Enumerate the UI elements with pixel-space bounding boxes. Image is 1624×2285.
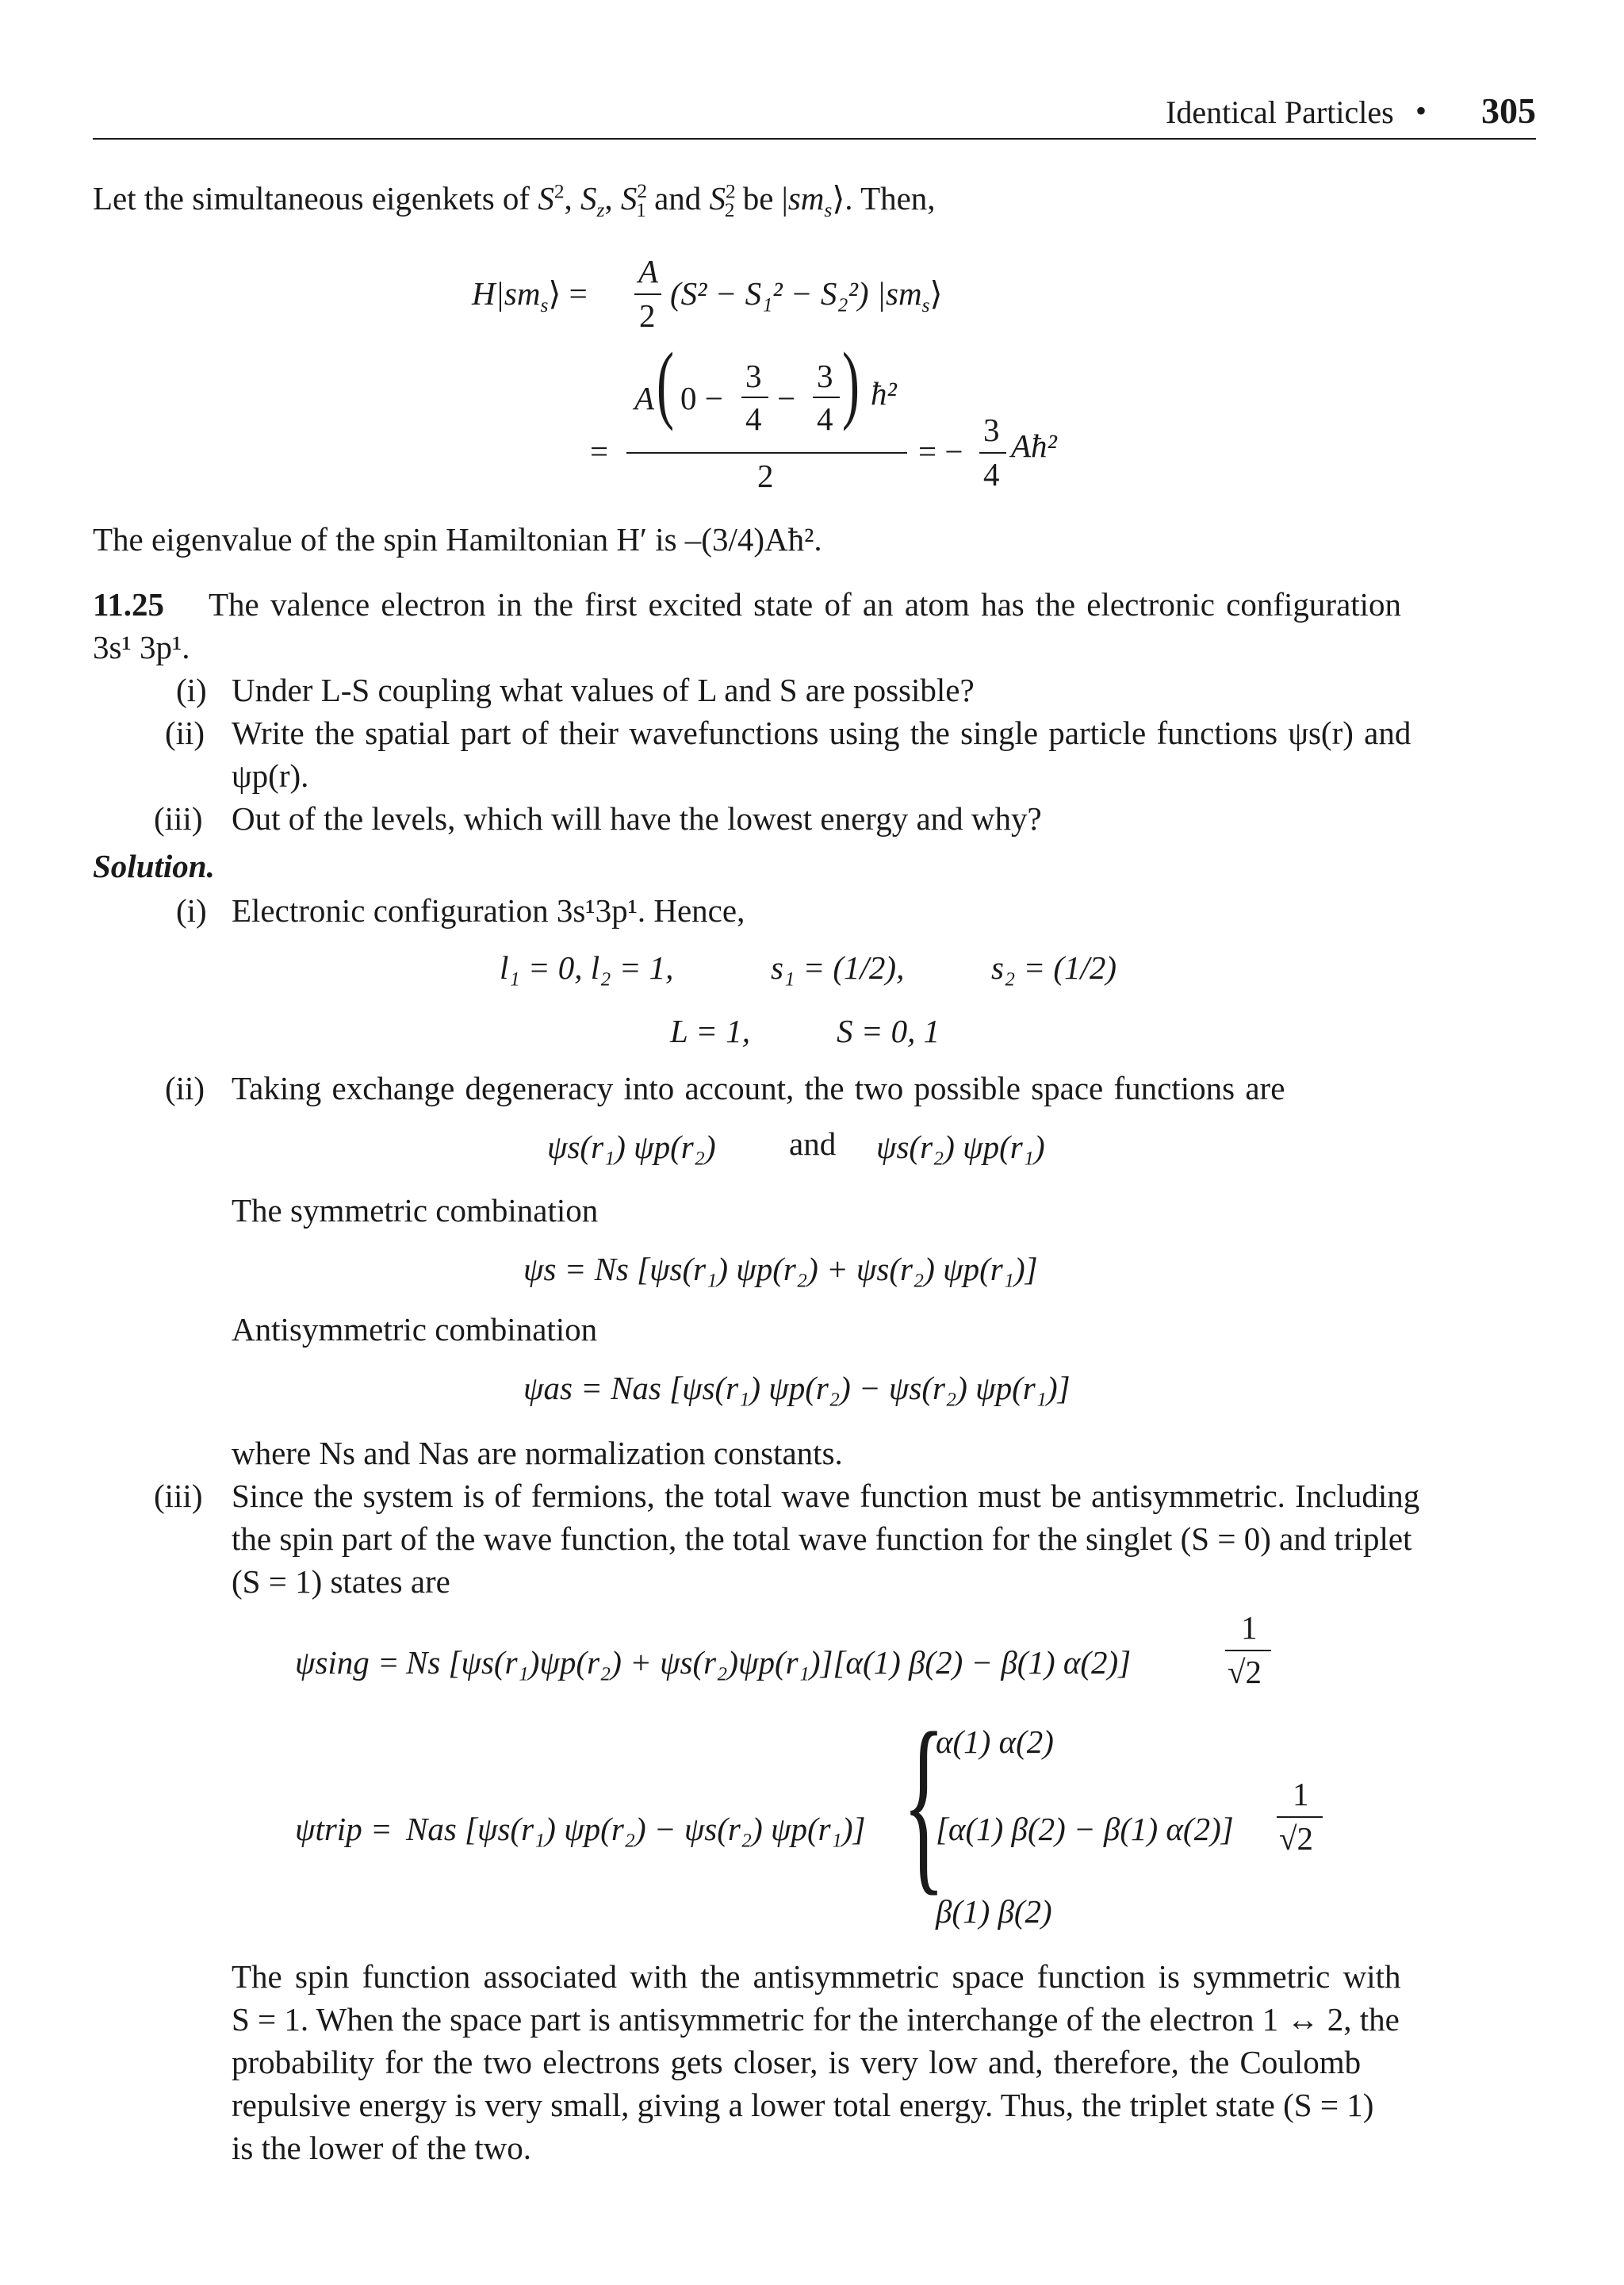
conclusion-line: is the lower of the two. (232, 2130, 532, 2166)
eq2-f1-num: 3 (745, 358, 762, 394)
conclusion-line: S = 1. When the space part is antisymmetric for the interchange of the electron 1 ↔ 2, the (232, 2001, 1400, 2038)
line-S: S = 0, 1 (837, 1013, 940, 1049)
triplet-case-1: α(1) α(2) (936, 1723, 1054, 1760)
eq1-rhs: (S² − S₁² − S₂²) $|sm_s⟩$ (670, 275, 943, 317)
eq1-frac-num: A (638, 253, 659, 289)
singlet-lhs: ψsing = (295, 1644, 400, 1681)
solution-iii-label: (iii) (154, 1478, 203, 1514)
problem-item-label: (ii) (165, 715, 205, 751)
problem-item-label: (i) (176, 672, 207, 708)
eq2-eq-neg: = − (918, 433, 963, 470)
solution-ii-text: Taking exchange degeneracy into account, the two possible space functions are (232, 1070, 1285, 1106)
triplet-sqrt2: √2 (1279, 1820, 1314, 1857)
triplet-case-2: [α(1) β(2) − β(1) α(2)] (936, 1811, 1234, 1847)
solution-heading: Solution. (93, 848, 215, 884)
solution-iii-line: (S = 1) states are (232, 1563, 450, 1600)
problem-item-text: Out of the levels, which will have the lowest energy and why? (232, 800, 1042, 837)
space-function-b: ψs(r₂) ψp(r₁) (876, 1129, 1045, 1165)
eq1-frac-bar (634, 293, 661, 295)
intro-line: Let the simultaneous eigenkets of $S^2$, $S_z$, $S^2_1$ and $S^2_2$ be $|sm_s⟩$. Then, (93, 180, 936, 222)
triplet-lhs: ψtrip = (295, 1811, 393, 1847)
header-bullet: • (1415, 93, 1427, 128)
space-and: and (789, 1125, 837, 1162)
solution-iii-line: Since the system is of fermions, the total wave function must be antisymmetric. Including (232, 1478, 1420, 1514)
conclusion-line: probability for the two electrons gets closer, is very low and, therefore, the Coulomb (232, 2044, 1362, 2080)
antisymmetric-equation: ψas = Nas [ψs(r₁) ψp(r₂) − ψs(r₂) ψp(r₁)] (523, 1370, 1071, 1406)
solution-iii-line: the spin part of the wave function, the total wave function for the singlet (S = 0) and triplet (232, 1520, 1412, 1557)
eq2-right-paren: ) (842, 335, 860, 431)
eq2-f2-den: 4 (817, 401, 833, 437)
problem-statement-1: The valence electron in the first excited state of an atom has the electronic configuration (209, 586, 1402, 623)
eq2-minus: − (777, 380, 796, 416)
symmetric-equation: ψs = Ns [ψs(r₁) ψp(r₂) + ψs(r₂) ψp(r₁)] (523, 1251, 1038, 1287)
eq1-frac-den: 2 (639, 297, 656, 334)
singlet-frac-bar (1225, 1650, 1271, 1651)
page-number: 305 (1481, 90, 1536, 131)
eq2-hbar2: ħ² (871, 375, 897, 412)
problem-item-label: (iii) (154, 800, 203, 837)
line-l-values: l₁ = 0, l₂ = 1, (500, 949, 674, 986)
problem-statement-2: 3s¹ 3p¹. (93, 629, 190, 665)
eq2-f3-den: 4 (983, 456, 1000, 493)
eq2-eq-sign: = (590, 433, 609, 470)
solution-ii-label: (ii) (165, 1070, 205, 1106)
conclusion-line: The spin function associated with the antisymmetric space function is symmetric with (232, 1958, 1401, 1995)
triplet-one: 1 (1293, 1776, 1309, 1812)
problem-item-text: Write the spatial part of their wavefunctions using the single particle functions ψs(r) and (232, 715, 1411, 751)
eigenvalue-statement: The eigenvalue of the spin Hamiltonian H′ is –(3/4)Aħ². (93, 521, 822, 558)
eq2-den: 2 (757, 458, 774, 494)
antisymmetric-label: Antisymmetric combination (232, 1311, 598, 1348)
problem-item-text: Under L-S coupling what values of L and S are possible? (232, 672, 975, 708)
solution-i-label: (i) (176, 892, 207, 929)
triplet-case-3: β(1) β(2) (936, 1893, 1052, 1930)
line-s2: s₂ = (1/2) (991, 949, 1117, 986)
eq2-left-paren: ( (657, 335, 674, 431)
solution-i-text: Electronic configuration 3s¹3p¹. Hence, (232, 892, 745, 929)
problem-item-text: ψp(r). (232, 757, 309, 794)
triplet-brace: { (902, 1693, 945, 1912)
line-s1: s₁ = (1/2), (771, 949, 905, 986)
eq2-f3-bar (979, 452, 1006, 454)
triplet-rhs: Nas [ψs(r₁) ψp(r₂) − ψs(r₂) ψp(r₁)] (406, 1811, 866, 1847)
singlet-one: 1 (1241, 1609, 1258, 1646)
eq2-result: Aħ² (1011, 427, 1057, 464)
eq2-main-bar (626, 452, 907, 454)
line-L: L = 1, (670, 1013, 750, 1049)
eq2-f1-den: 4 (745, 401, 762, 437)
triplet-frac-bar (1277, 1816, 1323, 1818)
running-title: Identical Particles (1166, 94, 1394, 130)
singlet-sqrt2: √2 (1228, 1654, 1262, 1690)
problem-number: 11.25 (93, 586, 164, 623)
eq2-a: A (634, 380, 655, 416)
eq2-f2-num: 3 (817, 358, 833, 394)
space-function-a: ψs(r₁) ψp(r₂) (547, 1129, 716, 1165)
eq1-lhs: $H|sm_s⟩$ = (472, 275, 588, 317)
eq2-zero: 0 − (680, 380, 723, 416)
conclusion-line: repulsive energy is very small, giving a lower total energy. Thus, the triplet state (S = 1) (232, 2087, 1374, 2123)
eq2-f2-bar (813, 397, 840, 398)
singlet-rhs: Ns [ψs(r₁)ψp(r₂) + ψs(r₂)ψp(r₁)][α(1) β(2) − β(1) α(2)] (406, 1644, 1132, 1681)
eq2-f1-bar (741, 397, 768, 398)
eq2-f3-num: 3 (983, 412, 1000, 448)
normalization-note: where Ns and Nas are normalization constants. (232, 1435, 843, 1471)
symmetric-label: The symmetric combination (232, 1192, 599, 1229)
header-rule (93, 138, 1536, 140)
